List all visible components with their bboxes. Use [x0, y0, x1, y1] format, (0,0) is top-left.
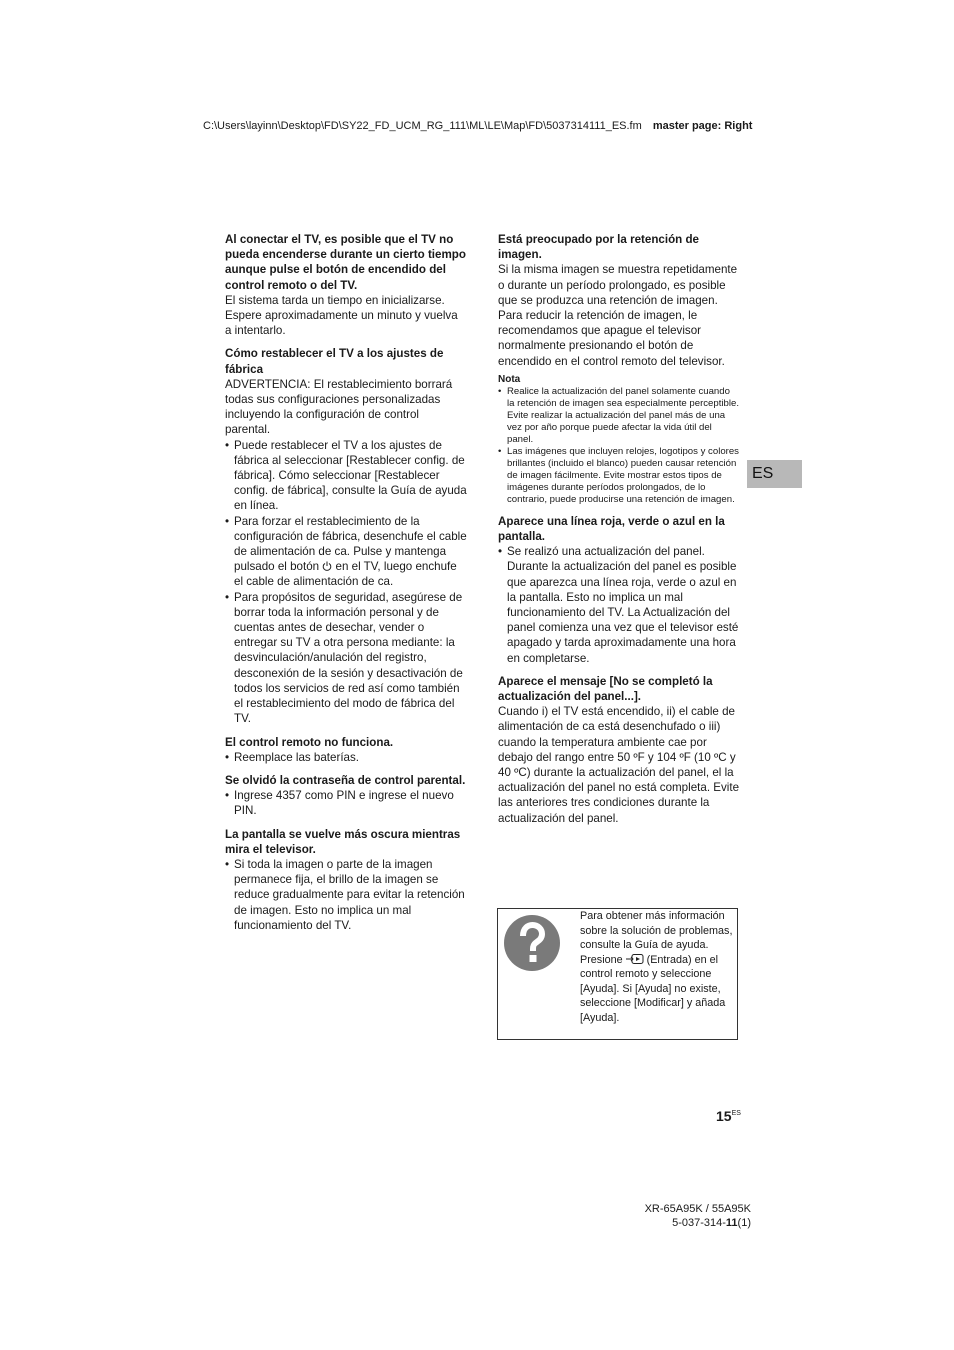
page-number-value: 15 — [716, 1108, 732, 1124]
section-heading: La pantalla se vuelve más oscura mientras mira el televisor. — [225, 827, 461, 856]
file-path: C:\Users\layinn\Desktop\FD\SY22_FD_UCM_RG_111\ML\LE\Map\FD\5037314111_ES.fm — [203, 120, 642, 132]
bullet-list — [498, 544, 740, 666]
section-factory-reset — [225, 346, 467, 726]
left-column — [225, 232, 467, 941]
document-header — [203, 119, 758, 133]
list-item: • Puede restablecer el TV a los ajustes de fábrica al seleccionar [Restablecer config. de fábrica]. Cómo seleccionar [Restablecer config. de fábrica], consulte la Guía de ayuda en línea. — [225, 438, 467, 514]
list-item: • Ingrese 4357 como PIN e ingrese el nuevo PIN. — [225, 788, 467, 818]
bullet-list — [225, 750, 467, 765]
bullet-list — [225, 788, 467, 818]
list-item-text: Para forzar el restablecimiento de la configuración de fábrica, desenchufe el cable de alimentación de ca. Pulse y mantenga pulsado el botón — [234, 514, 467, 574]
section-body: Cuando i) el TV está encendido, ii) el cable de alimentación de ca está desenchufado o iii) cuando la temperatura ambiente cae por debajo del rango entre 50 ºF y 104 ºF (10 ºC y 40 ºC) durante la actualización del panel, el la actualización del panel no está completa. Evite las anteriores tres condiciones durante la actualización del panel. — [498, 705, 740, 825]
section-image-retention — [498, 232, 740, 506]
right-column — [498, 232, 740, 834]
bullet-list — [225, 857, 467, 933]
page-number-suffix: ES — [731, 1110, 741, 1117]
model-number: XR-65A95K / 55A95K — [644, 1203, 751, 1215]
document-footer — [645, 1202, 751, 1230]
question-mark-icon — [503, 914, 561, 972]
section-heading: Se olvidó la contraseña de control parental. — [225, 773, 466, 787]
note-item: • Las imágenes que incluyen relojes, logotipos y colores brillantes (incluido el blanco) pueden causar retención de imagen fácilmente. Evite mostrar estos tipos de imágenes durante períodos prolongados, de lo contrario, puede producirse una retención de imagen. — [498, 446, 740, 506]
list-item — [225, 514, 467, 590]
list-item: • Si toda la imagen o parte de la imagen permanece fija, el brillo de la imagen se reduce gradualmente para evitar la retención de imagen. Esto no implica un mal funcionamiento del TV. — [225, 857, 467, 933]
power-icon — [322, 561, 332, 571]
list-item: • Se realizó una actualización del panel. Durante la actualización del panel es posible que aparezca una línea roja, verde o azul en la pantalla. Esto no implica un mal funcionamiento del TV. La Actualización del panel comienza una vez que el televisor esté apagado y tarda aproximadamente una hora en completarse. — [498, 544, 740, 666]
note-item: • Realice la actualización del panel solamente cuando la retención de imagen sea especialmente perceptible. Evite realizar la actualización del panel más de una vez por año porque puede afectar la vida útil del panel. — [498, 386, 740, 446]
part-code-suffix: (1) — [737, 1217, 751, 1229]
part-code — [645, 1216, 751, 1230]
section-body: ADVERTENCIA: El restablecimiento borrará todas sus configuraciones personalizadas incluyendo la configuración de control parental. — [225, 377, 453, 437]
section-heading: Cómo restablecer el TV a los ajustes de fábrica — [225, 347, 444, 376]
page-number — [716, 1108, 741, 1124]
note-label: Nota — [498, 373, 521, 385]
help-text-fragment: Presione — [580, 953, 626, 966]
section-screen-darker — [225, 827, 467, 933]
help-text-fragment: (Entrada) en el control remoto y seleccione [Ayuda]. Si [Ayuda] no existe, seleccione [Modificar] y añada [Ayuda]. — [580, 953, 726, 1024]
help-text — [580, 909, 736, 1025]
section-heading: Aparece una línea roja, verde o azul en la pantalla. — [498, 514, 725, 544]
list-item-text: en el TV, luego enchufe el cable de alimentación de ca. — [234, 560, 457, 589]
section-colored-line — [498, 514, 740, 666]
note-list — [498, 386, 740, 506]
section-heading: Al conectar el TV, es posible que el TV no pueda encenderse durante un cierto tiempo aunque pulse el botón de encendido del control remoto o del TV. — [225, 233, 466, 292]
input-icon — [626, 954, 644, 964]
section-panel-refresh-message — [498, 674, 740, 826]
list-item: • Reemplace las baterías. — [225, 750, 467, 765]
section-heading: Está preocupado por la retención de imagen. — [498, 233, 699, 262]
section-tv-power-on-delay — [225, 232, 467, 338]
help-text-line — [580, 953, 736, 1026]
language-tab: ES — [747, 460, 802, 488]
section-heading: El control remoto no funciona. — [225, 735, 394, 749]
part-code-bold: 11 — [725, 1217, 738, 1229]
section-remote-not-working — [225, 735, 467, 765]
section-parental-password — [225, 773, 467, 819]
section-heading: Aparece el mensaje [No se completó la actualización del panel...]. — [498, 674, 713, 704]
bullet-list — [225, 438, 467, 727]
help-guide-box — [497, 908, 738, 1040]
section-body: El sistema tarda un tiempo en inicializarse. Espere aproximadamente un minuto y vuelva a intentarlo. — [225, 293, 458, 338]
master-page-label: master page: Right — [652, 120, 753, 132]
section-body: Si la misma imagen se muestra repetidamente o durante un período prolongado, es posible que se produzca una retención de imagen. Para reducir la retención de imagen, le recomendamos que apague el televisor normalmente presionando el botón de encendido en el control remoto del televisor. — [498, 263, 738, 368]
part-code-prefix: 5-037-314- — [672, 1217, 726, 1229]
list-item: • Para propósitos de seguridad, asegúrese de borrar toda la información personal y de cuentas antes de desechar, vender o entregar su TV a otra persona mediante: la desvinculación/anulación del registro, desconexión de la sesión y desactivación de todos los servicios de red así como también el restablecimiento del modo de fábrica del TV. — [225, 590, 467, 727]
help-text-line: Para obtener más información sobre la solución de problemas, consulte la Guía de ayuda. — [580, 910, 733, 951]
